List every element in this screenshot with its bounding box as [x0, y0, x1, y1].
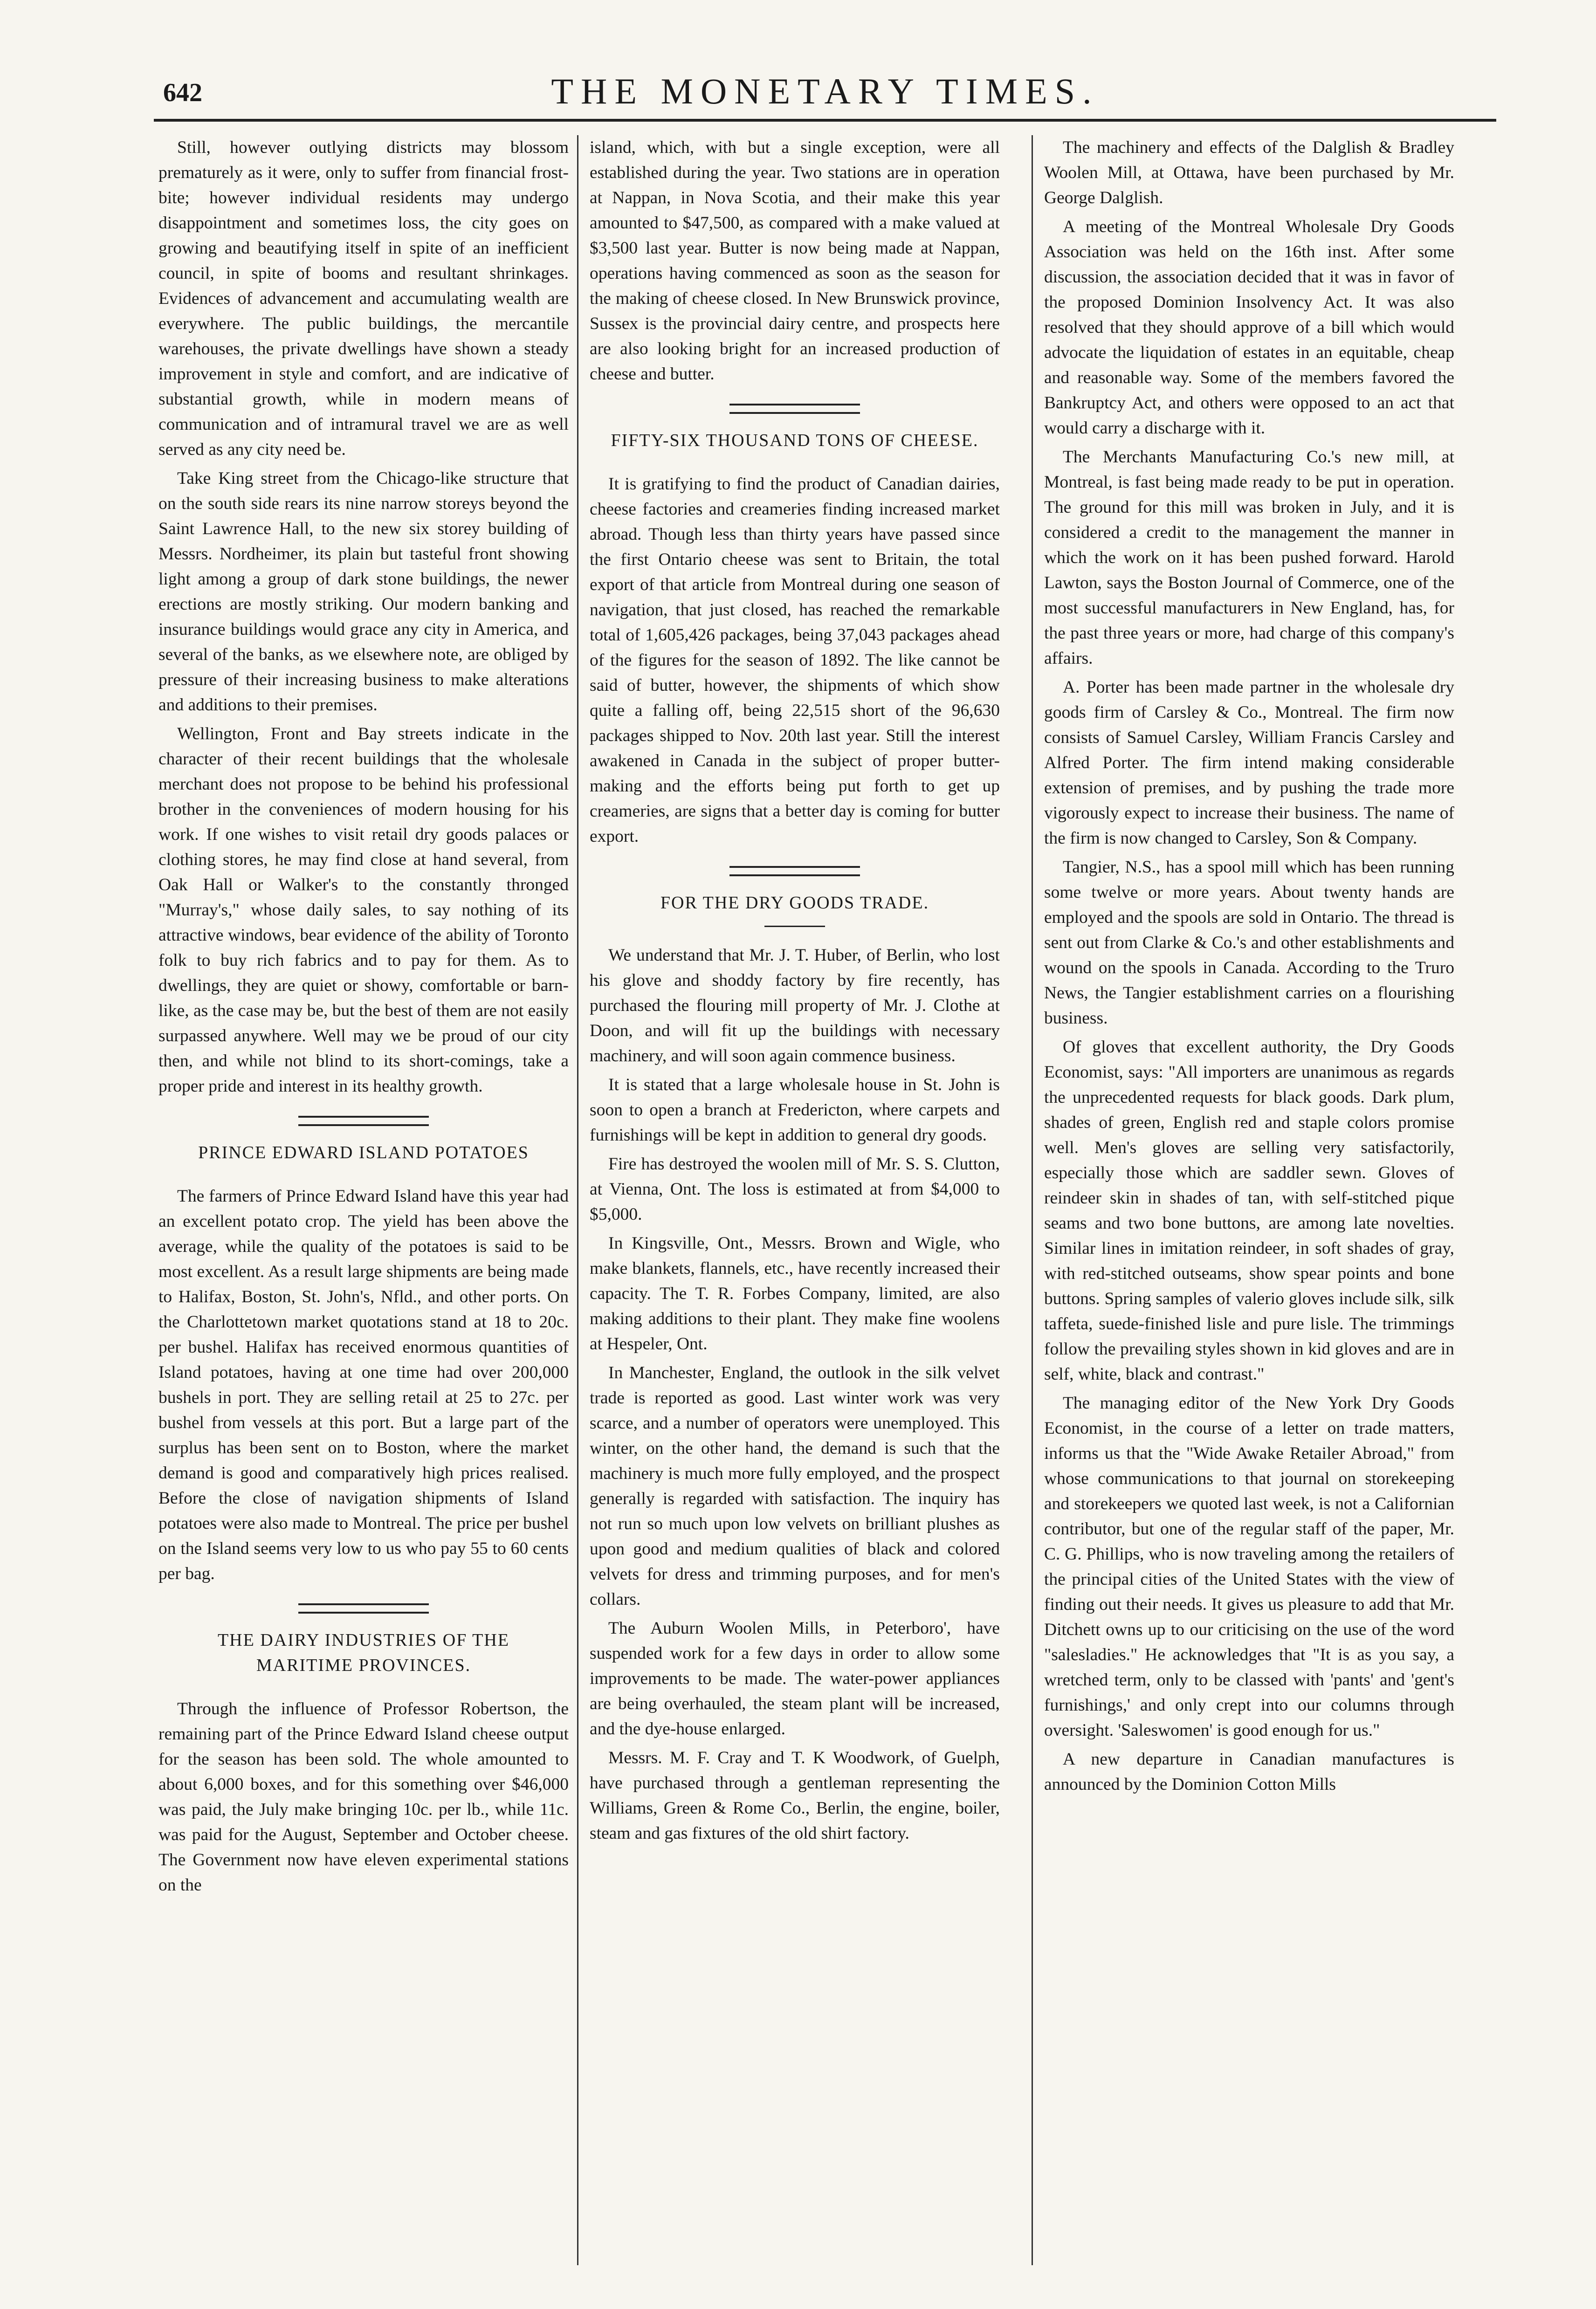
article-heading: FIFTY-SIX THOUSAND TONS OF CHEESE.: [611, 431, 979, 450]
page-header: [154, 68, 1496, 122]
column-3: [1044, 135, 1454, 2265]
article-paragraph: The machinery and effects of the Dalglish & Bradley Woolen Mill, at Ottawa, have been purchased by Mr. George Dalglish.: [1044, 138, 1454, 207]
article-paragraph: A new departure in Canadian manufactures is announced by the Dominion Cotton Mills: [1044, 1750, 1454, 1794]
article-paragraph: The Merchants Manufacturing Co.'s new mill, at Montreal, is fast being made ready to be put in operation. The ground for this mill was broken in July, and it is considered a credit to the management the manner in which the work on it has been pushed forward. Harold Lawton, says the Boston Journal of Commerce, one of the most successful manufacturers in New England, has, for the past three years or more, had charge of this company's affairs.: [1044, 447, 1454, 668]
article-paragraph: Through the influence of Professor Robertson, the remaining part of the Prince Edward Island cheese output for the season has been sold. The whole amounted to about 6,000 boxes, and for this something over $46,000 was paid, the July make bringing 10c. per lb., while 11c. was paid for the August, September and October cheese. The Government now have eleven experimental stations on the: [158, 1699, 569, 1895]
article-paragraph: Messrs. M. F. Cray and T. K Woodwork, of Guelph, have purchased through a gentleman representing the Williams, Green & Rome Co., Berlin, the engine, boiler, steam and gas fixtures of the old shirt factory.: [590, 1748, 1000, 1843]
article-paragraph: Tangier, N.S., has a spool mill which has been running some twelve or more years. About twenty hands are employed and the spools are sold in Ontario. The thread is sent out from Clarke & Co.'s and other establishments and wound on the spools in Canada. According to the Truro News, the Tangier establishment carries on a flourishing business.: [1044, 858, 1454, 1028]
column-divider: [1032, 135, 1033, 2265]
heading-underline: [764, 926, 825, 927]
article-paragraph: The managing editor of the New York Dry Goods Economist, in the course of a letter on trade matters, informs us that the "Wide Awake Retailer Abroad," from whose communications to that journal on storekeeping and storekeepers we quoted last week, is not a Californian contributor, but one of the regular staff of the paper, Mr. C. G. Phillips, who is now traveling among the retailers of the principal cities of the United States with the view of finding out their needs. It gives us pleasure to add that Mr. Ditchett owns up to our criticising on the use of the word "salesladies." He acknowledges that "It is as you say, a wretched term, only to be classed with 'pants' and 'gent's furnishings,' and only crept into our columns through oversight. 'Saleswomen' is good enough for us.": [1044, 1394, 1454, 1740]
article-paragraph: In Manchester, England, the outlook in the silk velvet trade is reported as good. Last winter work was very scarce, and a number of operators were unemployed. This winter, on the other hand, the demand is such that the machinery is much more fully employed, and the prospect generally is regarded with satisfaction. The inquiry has not run so much upon low velvets on brilliant plushes as upon good and medium qualities of black and colored velvets for dress and trimming purposes, and for men's collars.: [590, 1363, 1000, 1609]
section-divider: [729, 404, 860, 414]
article-paragraph: Of gloves that excellent authority, the Dry Goods Economist, says: "All importers are unanimous as regards the unprecedented requests for black goods. Dark plum, shades of green, English red and staple colors promise well. Men's gloves are selling very satisfactorily, especially those which are saddler sewn. Gloves of reindeer skin in shades of tan, with self-stitched pique seams and two bone buttons, are among late novelties. Similar lines in imitation reindeer, in soft shades of gray, with red-stitched outseams, show spear points and bone buttons. Spring samples of valerio gloves include silk, silk taffeta, suede-finished lisle and pure lisle. The trimmings follow the prevailing styles shown in kid gloves and are in self, white, black and contrast.": [1044, 1038, 1454, 1384]
section-divider: [298, 1603, 429, 1614]
article-paragraph: It is stated that a large wholesale house in St. John is soon to open a branch at Fredericton, where carpets and furnishings will be kept in addition to general dry goods.: [590, 1075, 1000, 1145]
article-heading: FOR THE DRY GOODS TRADE.: [660, 893, 929, 913]
article-paragraph: A meeting of the Montreal Wholesale Dry Goods Association was held on the 16th inst. After some discussion, the association decided that it was in favor of the proposed Dominion Insolvency Act. It was also resolved that they should approve of a bill which would advocate the liquidation of estates in an equitable, cheap and reasonable way. Some of the members favored the Bankruptcy Act, and others were opposed to an act that would carry a discharge with it.: [1044, 217, 1454, 438]
masthead-title: THE MONETARY TIMES.: [551, 71, 1099, 111]
article-paragraph: In Kingsville, Ont., Messrs. Brown and Wigle, who make blankets, flannels, etc., have recently increased their capacity. The T. R. Forbes Company, limited, are also making additions to their plant. They make fine woolens at Hespeler, Ont.: [590, 1234, 1000, 1354]
article-paragraph: Fire has destroyed the woolen mill of Mr. S. S. Clutton, at Vienna, Ont. The loss is estimated at from $4,000 to $5,000.: [590, 1154, 1000, 1224]
column-2: [590, 135, 1000, 2265]
article-paragraph: A. Porter has been made partner in the wholesale dry goods firm of Carsley & Co., Montreal. The firm now consists of Samuel Carsley, William Francis Carsley and Alfred Porter. The firm intend making considerable extension of premises, and by pushing the trade more vigorously expect to increase their business. The name of the firm is now changed to Carsley, Son & Company.: [1044, 678, 1454, 848]
article-heading: PRINCE EDWARD ISLAND POTATOES: [198, 1143, 529, 1162]
article-paragraph: Wellington, Front and Bay streets indicate in the character of their recent buildings that the wholesale merchant does not propose to be behind his professional brother in the conveniences of modern housing for his work. If one wishes to visit retail dry goods palaces or clothing stores, he may find close at hand several, from Oak Hall or Walker's to the constantly thronged "Murray's," whose daily sales, to say nothing of its attractive windows, bear evidence of the ability of Toronto folk to buy rich fabrics and to pay for them. As to dwellings, they are quiet or showy, comfortable or barn-like, as the case may be, but the best of them are not easily surpassed anywhere. Well may we be proud of our city then, and while not blind to its short-comings, take a proper pride and interest in its healthy growth.: [158, 724, 569, 1096]
article-paragraph: It is gratifying to find the product of Canadian dairies, cheese factories and creameries finding increased market abroad. Though less than thirty years have passed since the first Ontario cheese was sent to Britain, the total export of that article from Montreal during one season of navigation, that just closed, has reached the remarkable total of 1,605,426 packages, being 37,043 packages ahead of the figures for the season of 1892. The like cannot be said of butter, however, the shipments of which show quite a falling off, being 22,515 short of the 96,630 packages shipped to Nov. 20th last year. Still the interest awakened in Canada in the subject of proper butter-making and the efforts being put forth to get up creameries, are signs that a better day is coming for butter export.: [590, 474, 1000, 846]
column-1: [158, 135, 569, 2265]
article-paragraph: Still, however outlying districts may blossom prematurely as it were, only to suffer from financial frost-bite; however individual residents may undergo disappointment and sometimes loss, the city goes on growing and beautifying itself in spite of an inefficient council, in spite of booms and resultant shrinkages. Evidences of advancement and accumulating wealth are everywhere. The public buildings, the mercantile warehouses, the private dwellings have shown a steady improvement in style and comfort, and are indicative of substantial growth, while in modern means of communication and of intramural travel we are as well served as any city need be.: [158, 138, 569, 459]
article-paragraph: island, which, with but a single exception, were all established during the year. Two stations are in operation at Nappan, in Nova Scotia, and their make this year amounted to $47,500, as compared with a make valued at $3,500 last year. Butter is now being made at Nappan, operations having commenced as soon as the season for the making of cheese closed. In New Brunswick province, Sussex is the provincial dairy centre, and prospects here are also looking bright for an increased production of cheese and butter.: [590, 138, 1000, 384]
article-heading: THE DAIRY INDUSTRIES OF THE MARITIME PROVINCES.: [217, 1630, 510, 1675]
section-divider: [298, 1116, 429, 1126]
article-paragraph: Take King street from the Chicago-like structure that on the south side rears its nine narrow storeys beyond the Saint Lawrence Hall, to the new six storey building of Messrs. Nordheimer, its plain but tasteful front showing light among a group of dark stone buildings, the newer erections are mostly striking. Our modern banking and insurance buildings would grace any city in America, and several of the banks, as we elsewhere note, are obliged by pressure of their increasing business to make alterations and additions to their premises.: [158, 469, 569, 715]
page-number: 642: [163, 78, 202, 107]
article-paragraph: The farmers of Prince Edward Island have this year had an excellent potato crop. The yield has been above the average, while the quality of the potatoes is said to be most excellent. As a result large shipments are being made to Halifax, Boston, St. John's, Nfld., and other ports. On the Charlottetown market quotations stand at 18 to 20c. per bushel. Halifax has received enormous quantities of Island potatoes, having at one time had over 200,000 bushels in port. They are selling retail at 25 to 27c. per bushel from vessels at this port. But a large part of the surplus has been sent on to Boston, where the market demand is good and comparatively high prices realised. Before the close of navigation shipments of Island potatoes were also made to Montreal. The price per bushel on the Island seems very low to us who pay 55 to 60 cents per bag.: [158, 1187, 569, 1583]
section-divider: [729, 866, 860, 876]
column-divider: [577, 135, 578, 2265]
article-paragraph: The Auburn Woolen Mills, in Peterboro', have suspended work for a few days in order to allow some improvements to be made. The water-power appliances are being overhauled, the steam plant will be increased, and the dye-house enlarged.: [590, 1619, 1000, 1739]
article-paragraph: We understand that Mr. J. T. Huber, of Berlin, who lost his glove and shoddy factory by fire recently, has purchased the flouring mill property of Mr. J. Clothe at Doon, and will fit up the buildings with necessary machinery, and will soon again commence business.: [590, 946, 1000, 1065]
